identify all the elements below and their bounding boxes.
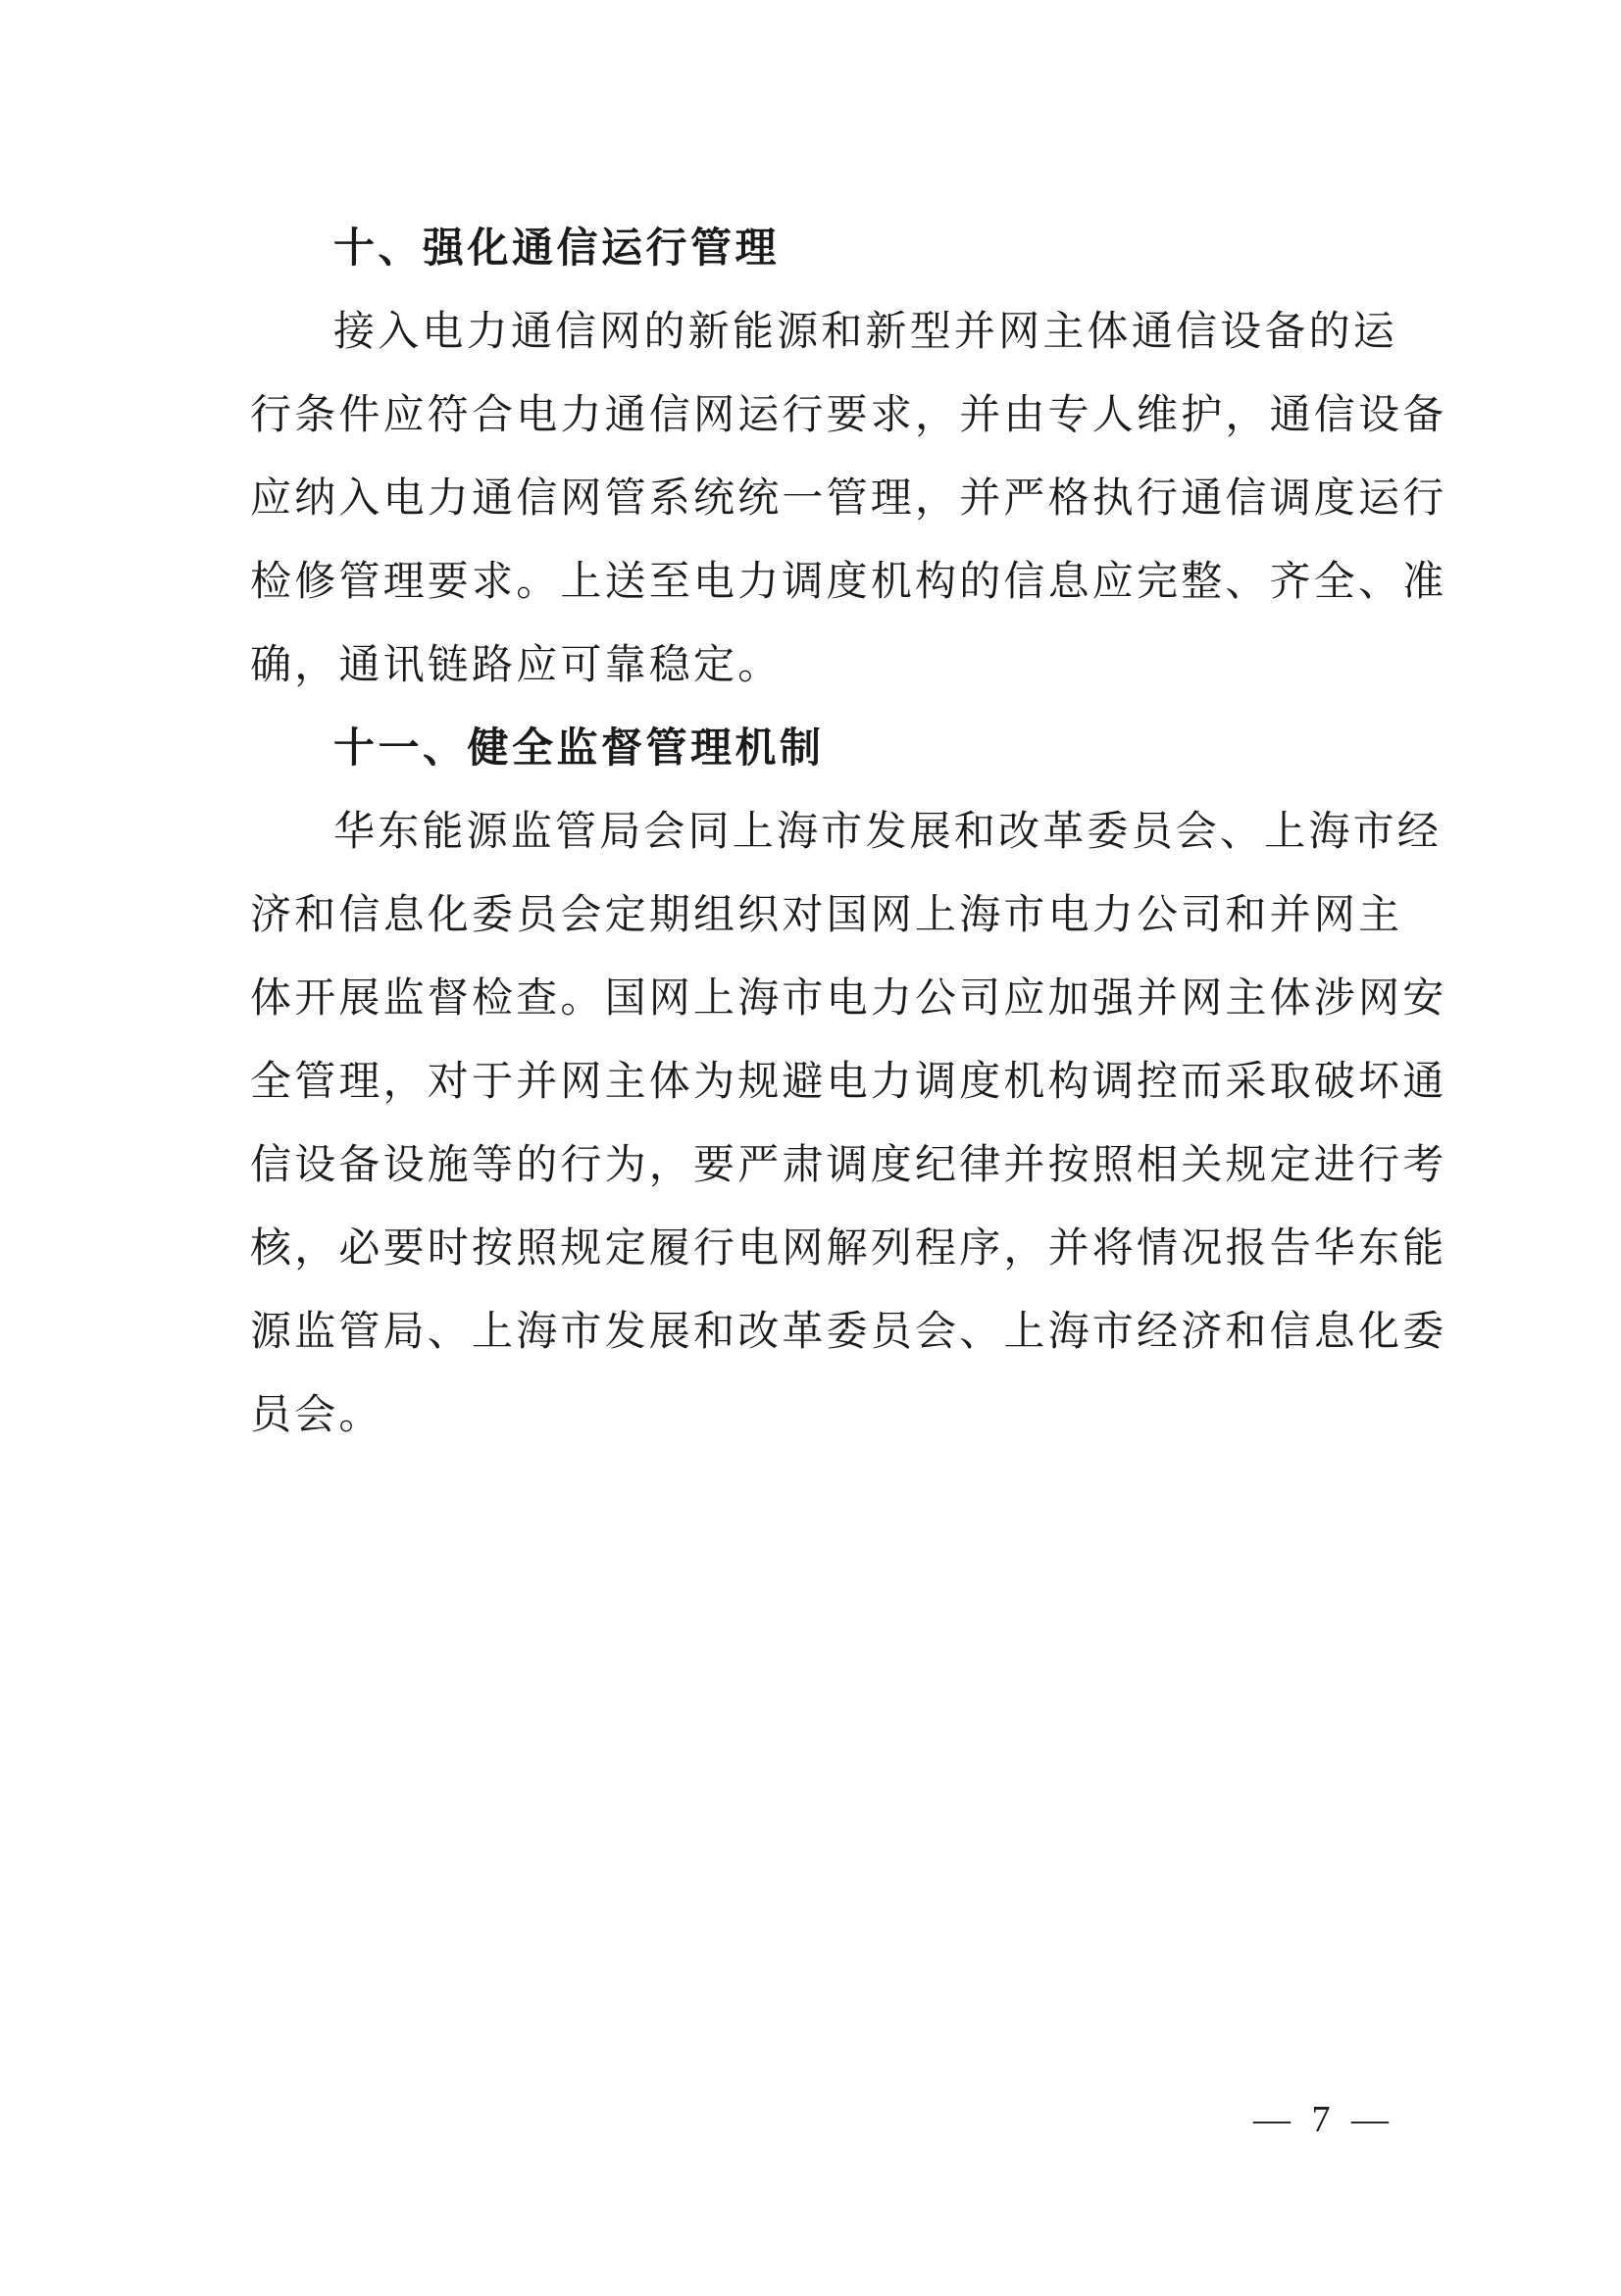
paragraph-line: 信设备设施等的行为，要严肃调度纪律并按照相关规定进行考 — [250, 1140, 1447, 1188]
paragraph-line: 确，通讯链路应可靠稳定。 — [250, 640, 783, 688]
paragraph-line: 源监管局、上海市发展和改革委员会、上海市经济和信息化委 — [250, 1307, 1447, 1355]
paragraph-line: 接入电力通信网的新能源和新型并网主体通信设备的运 — [333, 307, 1397, 355]
paragraph-line: 体开展监督检查。国网上海市电力公司应加强并网主体涉网安 — [250, 973, 1447, 1022]
paragraph-line: 员会。 — [250, 1390, 383, 1438]
section-heading-10: 十、强化通信运行管理 — [333, 224, 781, 272]
paragraph-line: 全管理，对于并网主体为规避电力调度机构调控而采取破坏通 — [250, 1057, 1447, 1105]
paragraph-line: 应纳入电力通信网管系统统一管理，并严格执行通信调度运行 — [250, 474, 1447, 522]
section-heading-11: 十一、健全监督管理机制 — [333, 724, 825, 772]
paragraph-line: 行条件应符合电力通信网运行要求，并由专人维护，通信设备 — [250, 390, 1447, 438]
paragraph-line: 检修管理要求。上送至电力调度机构的信息应完整、齐全、准 — [250, 557, 1447, 605]
paragraph-line: 核，必要时按照规定履行电网解列程序，并将情况报告华东能 — [250, 1223, 1447, 1272]
paragraph-line: 济和信息化委员会定期组织对国网上海市电力公司和并网主 — [250, 890, 1403, 938]
paragraph-line: 华东能源监管局会同上海市发展和改革委员会、上海市经 — [333, 807, 1443, 855]
page-number: — 7 — — [1253, 2099, 1394, 2140]
